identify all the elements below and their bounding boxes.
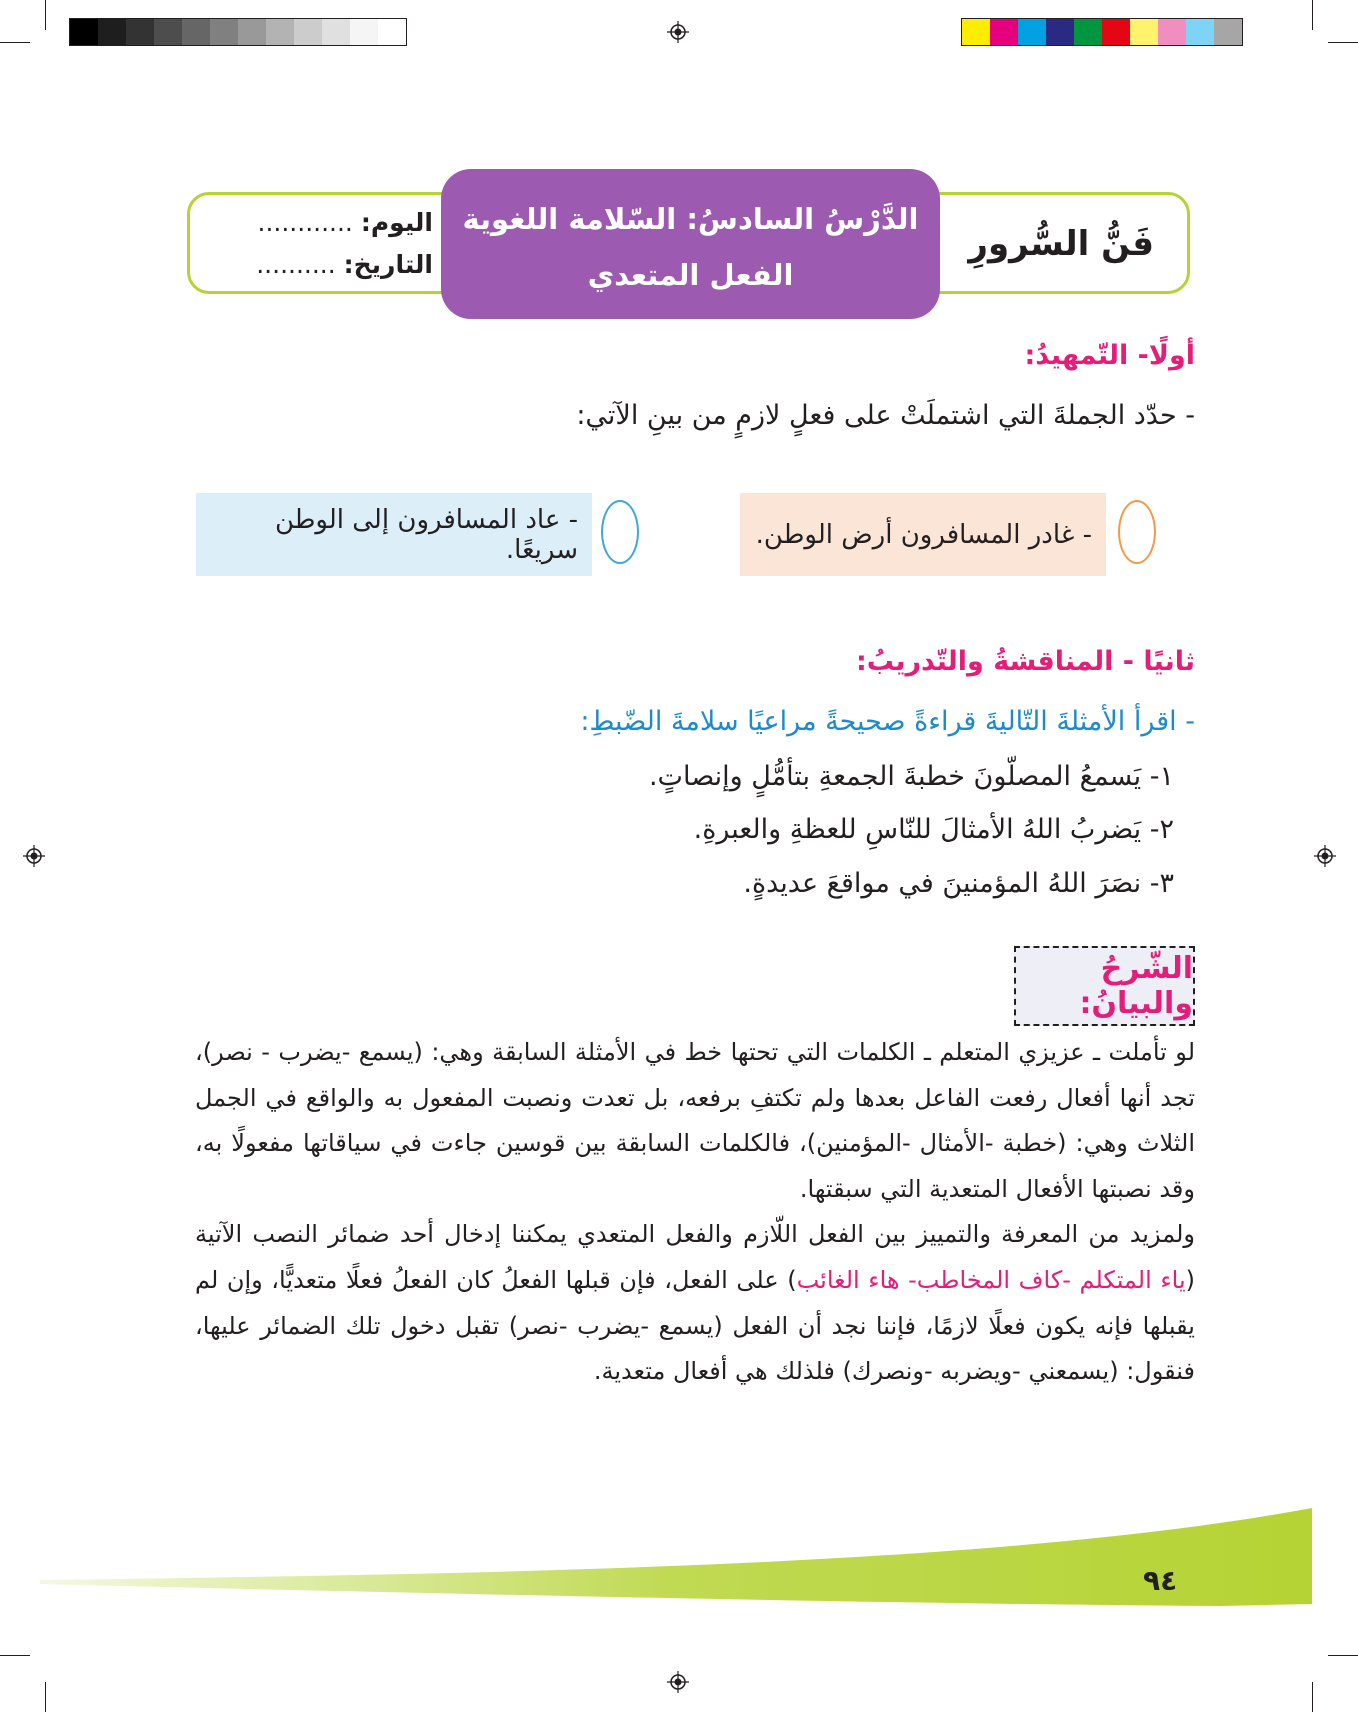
lesson-subtitle: الفعل المتعدي: [587, 258, 794, 292]
answer-circle-1[interactable]: [1118, 500, 1156, 564]
option-text-1: - غادر المسافرون أرض الوطن.: [755, 519, 1092, 550]
lesson-title-banner: [441, 169, 940, 319]
crop-mark: [45, 0, 46, 30]
crop-mark: [1328, 42, 1358, 43]
subject-title: فَنُّ السُّرورِ: [968, 224, 1154, 264]
explanation-p2-start: ولمزيد من المعرفة والتمييز بين الفعل اللّازم والفعل المتعدي يمكننا إدخال أحد ضمائر النصب الآتية (: [195, 1220, 1196, 1294]
option-box-1: [740, 493, 1106, 576]
pronouns-highlight: ياء المتكلم -كاف المخاطب- هاء الغائب: [796, 1265, 1186, 1294]
crop-mark: [0, 1655, 30, 1656]
day-label: اليوم:: [360, 208, 433, 237]
example-3: ٣- نصَرَ اللهُ المؤمنينَ في مواقعَ عديدةٍ.: [743, 868, 1174, 899]
crop-mark: [0, 42, 30, 43]
explanation-paragraph-2: [195, 1212, 1195, 1394]
page-number: ٩٤: [1143, 1564, 1178, 1597]
explanation-heading-text: الشّرحُ والبيانُ:: [1079, 951, 1193, 1021]
explanation-p2-end: ) على الفعل، فإن قبلها الفعلُ كان الفعلُ فعلًا متعديًّا، وإن لم يقبلها فإنه يكون فعلًا لازمًا، فإننا نجد أن الفعل (يسمع -يضرب -نصر) تقبل دخول تلك الضمائر عليها، فنقول: (يسمعني -ويضربه -ونصرك) فلذلك هي أفعال متعدية.: [195, 1265, 1195, 1386]
discussion-heading: ثانيًا - المناقشةُ والتّدريبُ:: [855, 646, 1195, 677]
date-value: ..........: [256, 250, 336, 279]
day-date-fields: [228, 202, 433, 286]
crop-mark: [1312, 0, 1313, 30]
day-field: [228, 202, 433, 244]
date-field: [228, 244, 433, 286]
day-value: ............: [257, 208, 353, 237]
intro-instruction: - حدّد الجملةَ التي اشتملَتْ على فعلٍ لازمٍ من بينِ الآتي:: [576, 400, 1195, 431]
lesson-title: الدَّرْسُ السادسُ: السّلامة اللغوية: [462, 202, 919, 236]
crop-mark: [45, 1682, 46, 1712]
explanation-paragraph-1: لو تأملت ـ عزيزي المتعلم ـ الكلمات التي تحتها خط في الأمثلة السابقة وهي: (يسمع -يضرب - نصر)، تجد أنها أفعال رفعت الفاعل بعدها ولم تكتفِ برفعه، بل تعدت ونصبت المفعول به والواقع في الجمل الثلاث وهي: (خطبة -الأمثال -المؤمنين)، فالكلمات السابقة بين قوسين جاءت في سياقاتها مفعولًا به، وقد نصبتها الأفعال المتعدية التي سبقتها.: [195, 1038, 1195, 1203]
date-label: التاريخ:: [343, 250, 433, 279]
answer-circle-2[interactable]: [601, 500, 639, 564]
discussion-instruction: - اقرأ الأمثلةَ التّاليةَ قراءةً صحيحةً مراعيًا سلامةَ الضّبطِ:: [580, 706, 1195, 737]
registration-mark-icon: [23, 845, 45, 867]
option-box-2: [196, 493, 592, 576]
crop-mark: [1328, 1655, 1358, 1656]
example-2: ٢- يَضربُ اللهُ الأمثالَ للنّاسِ للعظةِ والعبرةِ.: [693, 814, 1174, 845]
crop-mark: [1312, 1682, 1313, 1712]
explanation-heading: [1014, 946, 1195, 1026]
registration-mark-icon: [667, 21, 689, 43]
intro-heading: أولًا- التّمهيدُ:: [1024, 340, 1195, 371]
registration-mark-icon: [1314, 845, 1336, 867]
explanation-body: [195, 1030, 1195, 1395]
registration-mark-icon: [667, 1671, 689, 1693]
option-text-2: - عاد المسافرون إلى الوطن سريعًا.: [274, 504, 578, 565]
example-1: ١- يَسمعُ المصلّونَ خطبةَ الجمعةِ بتأمُّلٍ وإنصاتٍ.: [648, 761, 1174, 792]
grayscale-registration-strip: [69, 18, 407, 46]
color-registration-strip: [961, 18, 1243, 46]
